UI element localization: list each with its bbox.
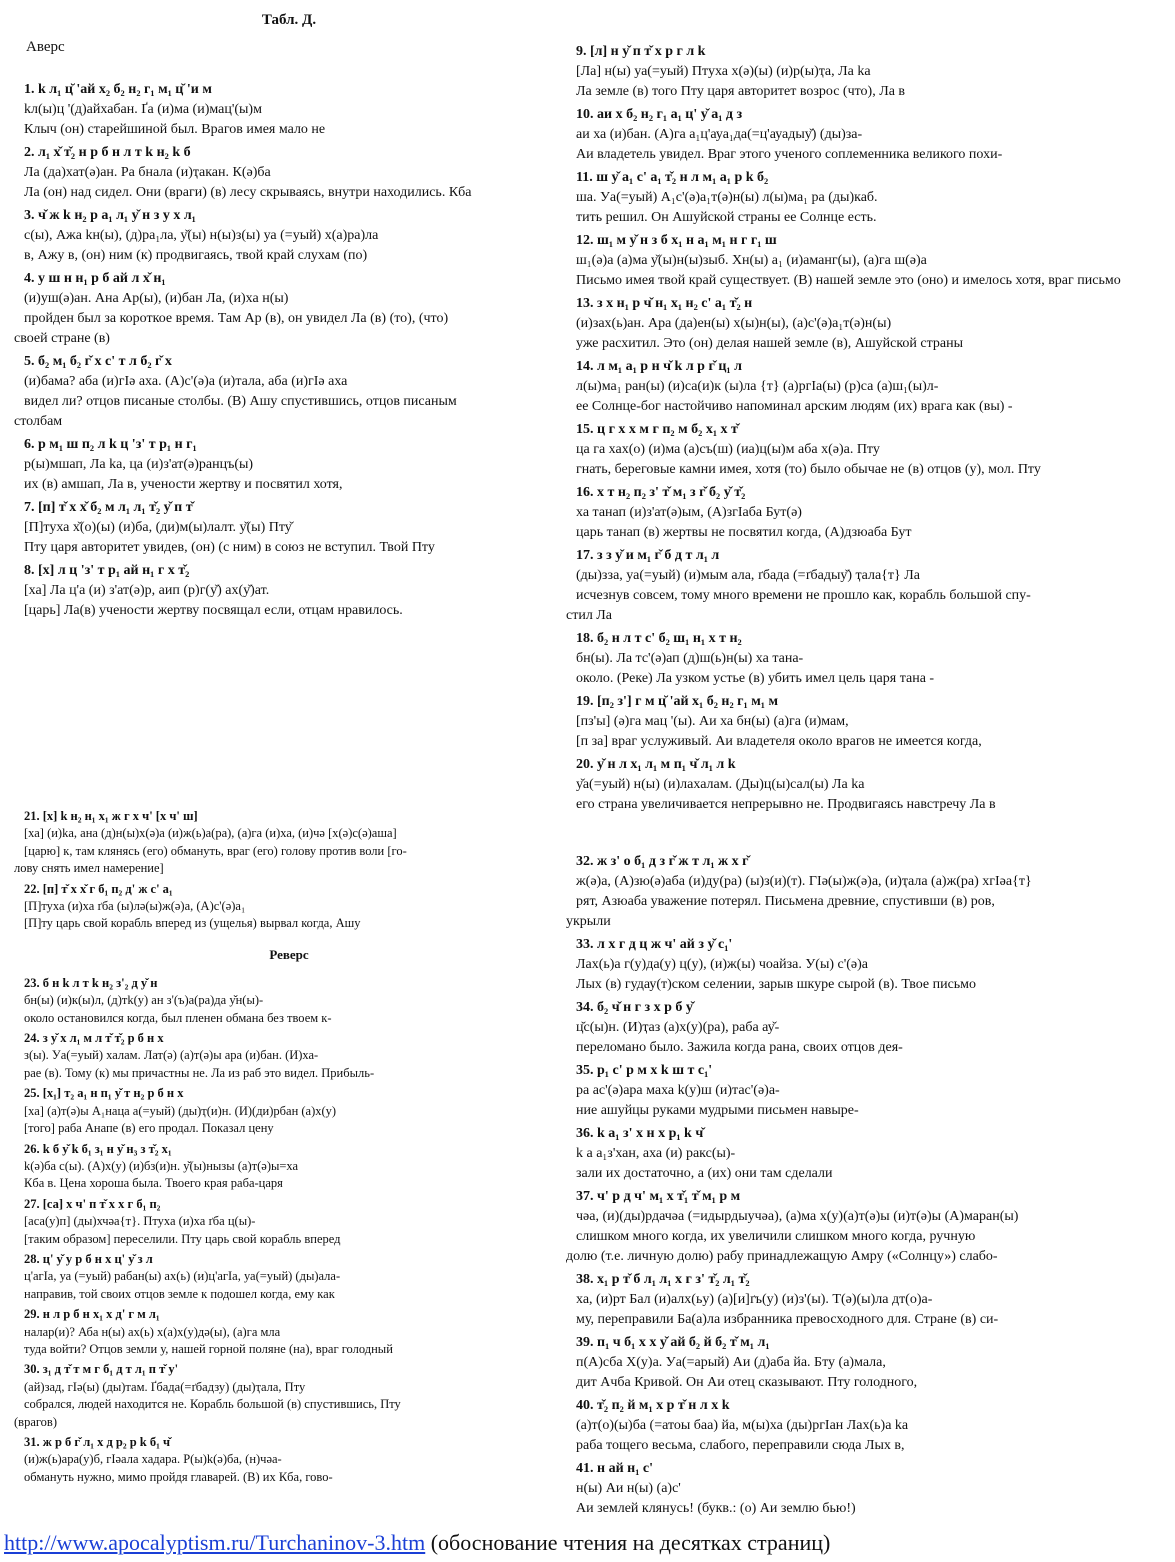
entry-translation: [п за] враг услуживый. Аи владетеля около врагов не имеется когда, (576, 734, 982, 749)
entry-glyph-line: 24. з у̌ х л₁ м л т̌ т̌₂ р б н х (24, 1031, 164, 1046)
entry-glyph-line: 22. [п] т̌ х х̌ г б₁ п₂ д' ж с' а₁ (24, 881, 173, 896)
entry-translation: пройден был за короткое время. Там Ар (в), он увидел Ла (в) (то), (что) (24, 311, 449, 326)
entry-glyph-line: 7. [п] т̌ х х̌ б₂ м л₁ л₁ т̌₂ у̌ п т̌ (24, 500, 193, 515)
inscription-entry (14, 1085, 564, 1137)
entry-translation: Клыч (он) старейшиной был. Врагов имея мало не (24, 122, 326, 137)
inscription-entry (14, 80, 564, 140)
entry-transliteration: [ха] (а)т(ə)ы А₁наца а(=уый) (ды)ҭ(и)н. (И)(ди)рбан (а)х(у) (24, 1103, 337, 1118)
entry-translation: царь танап (в) жертвы не посвятил когда, (А)дзюаба Бут (576, 525, 912, 540)
entry-translation: зали их достаточно, а (их) они там сделали (576, 1166, 833, 1181)
inscription-entry (566, 42, 1166, 102)
entry-glyph-line: 29. н л р б н х₁ х д' г м л₁ (24, 1307, 160, 1322)
entry-transliteration: kл(ы)ц '(д)айхабан. Ґа (и)ма (и)мац'(ы)м (24, 102, 262, 117)
entry-translation: гнать, береговые камни имея, хотя (то) было обычае не (в) отцов (у), мол. Пту (576, 462, 1041, 477)
entry-translation: видел ли? отцов писаные столбы. (В) Ашу спустившись, отцов писаным (24, 394, 457, 409)
entry-transliteration: k а а₁з'хан, аха (и) ракс(ы)- (576, 1146, 736, 1161)
avers-label: Аверс (26, 39, 65, 55)
entry-translation: направив, той своих отцов земле к подошел когда, ему как (24, 1286, 335, 1301)
footer (4, 1530, 1170, 1556)
inscription-entry (14, 808, 564, 878)
left-column-bottom (14, 808, 564, 1489)
entry-glyph-line: 35. р₁ с' р м х k ш т с₁' (576, 1063, 713, 1078)
inscription-entry (566, 935, 1166, 995)
inscription-entry (566, 483, 1166, 543)
entry-transliteration: ра ас'(ə)ара маха k(у)ш (и)тас'(ə)а- (576, 1083, 780, 1098)
entry-transliteration: п(А)сба Х(у)а. Уа(=арый) Аи (д)аба йа. Бту (а)мала, (576, 1355, 886, 1370)
entry-glyph-line: 16. х т н₂ п₂ з' т̌ м₁ з г̌ б₂ у̌ т̌₂ (576, 485, 746, 500)
entry-transliteration: [аса(у)п] (ды)хчəа{т}. Птуха (и)ха ґба ц(ы)- (24, 1214, 256, 1229)
inscription-entry (566, 105, 1166, 165)
entry-transliteration: [П]туха х̌(о)(ы) (и)ба, (ди)м(ы)лалт. у̌(ы) Пту̌ (24, 520, 292, 535)
entry-translation: уже расхитил. Это (он) делая нашей земле (в), Ашуйской страны (576, 336, 964, 351)
entry-transliteration: Ла (да)хат(ə)ан. Ра бнала (и)ҭакан. К(ə)ба (24, 165, 271, 180)
inscription-entry (566, 852, 1166, 932)
entry-translation: ние ашуйцы руками мудрыми письмен навыре- (576, 1103, 859, 1118)
entry-glyph-line: 36. k а₁ з' х н х р₁ k ч̌ (576, 1126, 704, 1141)
right-column-bottom (566, 852, 1166, 1522)
entry-transliteration: (а)т(о)(ы)ба (=атоы баа) йа, м(ы)ха (ды)ргІан Лах(ь)а ka (576, 1418, 909, 1433)
inscription-entry (566, 168, 1166, 228)
inscription-entry (14, 1434, 564, 1486)
entry-translation: раба тощего весьма, слабого, переправили сюда Лых в, (576, 1438, 905, 1453)
table-title: Табл. Д. (261, 12, 317, 28)
entry-glyph-line: 27. [са] х ч' п т̌ х х г б₁ п₂ (24, 1196, 161, 1211)
entry-translation: Кба в. Цена хороша была. Твоего края раба-царя (24, 1176, 283, 1191)
inscription-entry (14, 143, 564, 203)
entry-translation: [таким образом] переселили. Пту царь свой корабль вперед (24, 1231, 341, 1246)
inscription-entry (14, 881, 564, 933)
entry-translation: около. (Реке) Ла узком устье (в) убить имел цель царя тана - (576, 671, 935, 686)
entry-transliteration: р(ы)мшап, Ла ka, ца (и)з'ат(ə)ранцъ(ы) (24, 457, 254, 472)
inscription-entry (14, 975, 564, 1027)
entry-transliteration: бн(ы) (и)к(ы)л, (д)тk(у) ан з'(ъ)а(ра)да у̌н(ы)- (24, 993, 264, 1008)
inscription-entry (14, 269, 564, 349)
entry-transliteration: [пз'ы] (ə)га мац '(ы). Аи ха бн(ы) (а)га (и)мам, (576, 714, 849, 729)
inscription-entry (14, 1141, 564, 1193)
entry-translation-continued: долю (т.е. личную долю) рабу принадлежащую Амру («Солнцу») слабо- (566, 1249, 998, 1264)
inscription-entry (566, 1459, 1166, 1519)
entry-translation: Лых (в) гудау(т)ском селении, зарыв шкуре сырой (в). Твое письмо (576, 977, 977, 992)
entry-translation: обмануть нужно, мимо пройдя главарей. (В) их Кба, гово- (24, 1469, 333, 1484)
entry-glyph-line: 20. у̌ н л х₁ л₁ м п₁ ч̌ л₁ л k (576, 757, 736, 772)
inscription-entry (566, 294, 1166, 354)
entry-glyph-line: 17. з з у̌ и м₁ г̌ б д т л₁ л (576, 548, 720, 563)
entry-transliteration: [Ла] н(ы) уа(=уый) Птуха х(ə)(ы) (и)р(ы)ҭа, Ла ka (576, 64, 871, 79)
entry-glyph-line: 30. з₁ д т̌ т м г б₁ д т л₁ п т̌ у' (24, 1362, 179, 1377)
entry-transliteration: [ха] (и)ka, ана (д)н(ы)х(ə)а (и)ж(ь)а(ра), (а)га (и)ха, (и)чə [х(ə)с(ə)аша] (24, 826, 397, 841)
entry-transliteration: ц̆с(ы)н. (И)ҭаз (а)х(у)(ра), раба ау̌- (576, 1020, 780, 1035)
inscription-entry (566, 1061, 1166, 1121)
entry-glyph-line: 41. н ай н₁ с' (576, 1461, 653, 1476)
entry-glyph-line: 21. [х] k н₂ н₁ х₁ ж г х ч' [х ч' ш] (24, 809, 198, 823)
inscription-entry (14, 352, 564, 432)
entry-glyph-line: 40. т̌₂ п₂ й м₁ х р т̌ н л х k (576, 1398, 730, 1413)
entry-transliteration: бн(ы). Ла тс'(ə)ап (д)ш(ь)н(ы) ха тана- (576, 651, 804, 666)
inscription-entry (14, 1361, 564, 1431)
inscription-entry (14, 435, 564, 495)
entry-translation: [того] раба Анапе (в) его продал. Показал цену (24, 1121, 274, 1136)
entry-translation: ее Солнце-бог настойчиво напоминал арским людям (их) врага как (вы) - (576, 399, 1013, 414)
entry-transliteration: аи ха (и)бан. (А)га а₁ц'ауа₁да(=ц'ауадыу̌) (ды)за- (576, 127, 863, 142)
entry-translation: дит Ачба Кривой. Он Аи отец сказывают. Пту голодного, (576, 1375, 918, 1390)
avers-entries-right (566, 42, 1166, 815)
entry-transliteration: у̌а(=уый) н(ы) (и)лахалам. (Ды)ц(ы)сал(ы) Ла ka (576, 777, 865, 792)
avers-entries-left (14, 80, 564, 621)
inscription-entry (14, 561, 564, 621)
entry-glyph-line: 38. х₁ р т̌ б л₁ л₁ х г з' т̌₂ л₁ т̌₂ (576, 1272, 750, 1287)
entry-translation: Аи землей клянусь! (букв.: (о) Аи землю бью!) (576, 1501, 856, 1516)
entry-translation: [царь] Ла(в) учености жертву посвящал если, отцам нравилось. (24, 603, 403, 618)
entry-transliteration: (и)зах(ь)ан. Ара (да)ен(ы) х(ы)н(ы), (а)с'(ə)а₁т(ə)н(ы) (576, 316, 892, 331)
entry-translation: Ла земле (в) того Пту царя авторитет возрос (что), Ла в (576, 84, 906, 99)
entry-glyph-line: 10. аи х б₂ н₂ г₁ а₁ ц' у̌ а₁ д з (576, 107, 743, 122)
entry-translation: около остановился когда, был пленен обмана без твоем к- (24, 1010, 332, 1025)
entry-transliteration: ц'агІа, уа (=уый) рабан(ы) ах(ь) (и)ц'агІа, уа(=уый) (ды)ала- (24, 1269, 341, 1284)
entry-translation-continued: лову снять имел намерение] (14, 861, 164, 876)
entry-translation-continued: столбам (14, 414, 63, 429)
source-note: (обоснование чтения на десятках страниц) (430, 1530, 831, 1555)
entry-transliteration: ш₁(ə)а (а)ма у̌(ы)н(ы)зыб. Хн(ы) а₁ (и)аманг(ы), (а)га ш(ə)а (576, 253, 927, 268)
entry-transliteration: (и)бама? аба (и)гІə аха. (А)с'(ə)а (и)тала, аба (и)гІə аха (24, 374, 348, 389)
entry-transliteration: з(ы). Уа(=уый) халам. Лат(ə) (а)т(ə)ы ара (и)бан. (И)ха- (24, 1048, 319, 1063)
entry-transliteration: [П]туха (и)ха ґба (ы)лə(ы)ж(ə)а, (А)с'(ə)а₁ (24, 899, 246, 914)
source-link[interactable]: http://www.apocalyptism.ru/Turchaninov-3.htm (4, 1530, 426, 1555)
inscription-entry (566, 357, 1166, 417)
entry-glyph-line: 28. ц' у̌ у р б н х ц' у̌ з л (24, 1251, 153, 1266)
entry-glyph-line: 9. [л] н у̌ п т̌ х р г л k (576, 44, 706, 59)
entry-glyph-line: 8. [х] л ц 'з' т р₁ ай н₁ г х т̌₂ (24, 563, 190, 578)
entry-glyph-line: 37. ч' р д ч' м₁ х т̌₁ т̌ м₁ р м (576, 1189, 741, 1204)
entry-translation-continued: стил Ла (566, 608, 613, 623)
inscription-entry (566, 231, 1166, 291)
entry-transliteration: ж(ə)а, (А)зю(ə)аба (и)ду(ра) (ы)з(и)(т). ГІə(ы)ж(ə)а, (и)ҭала (а)ж(ра) хгІəа{т} (576, 874, 1032, 889)
entry-translation: их (в) амшап, Ла в, учености жертву и посвятил хотя, (24, 477, 343, 492)
entry-glyph-line: 19. [п₂ з'] г м ц̆ 'ай х₁ б₂ н₂ г₁ м₁ м (576, 694, 779, 709)
entry-translation: Пту царя авторитет увидев, (он) (с ним) в союз не вступил. Твой Пту (24, 540, 435, 555)
entry-glyph-line: 26. k б у̌ k б₁ з₁ н у̌ н₃ з т̌₂ х₁ (24, 1141, 172, 1156)
entry-translation: исчезнув совсем, тому много времени не прошло как, корабль большой спу- (576, 588, 1031, 603)
entry-translation: Ла (он) над сидел. Они (враги) (в) лесу скрываясь, внутри находились. Кба (24, 185, 472, 200)
entry-translation: туда войти? Отцов земли у, нашей горной поляне (на), враг голодный (24, 1341, 393, 1356)
entry-translation: собрался, людей находится не. Корабль большой (в) спустившись, Пту (24, 1397, 401, 1412)
entry-transliteration: (ай)зад, гІə(ы) (ды)там. Ґбада(=ґбадзу) (ды)ҭала, Пту (24, 1379, 306, 1394)
entry-transliteration: [ха] Ла ц'а (и) з'ат(ə)р, аип (р)г(у̌) ах(у̌)ат. (24, 583, 270, 598)
entry-glyph-line: 31. ж р б г̌ л₁ х д р₂ р k б₁ ч̌ (24, 1435, 171, 1449)
entry-transliteration: (ды)зза, уа(=уый) (и)мым ала, ґбада (=ґбадыу̌) ҭала{т} Ла (576, 568, 920, 583)
entry-translation: слишком много когда, их увеличили слишком много когда, ручную (576, 1229, 976, 1244)
entry-translation: [П]ту царь свой корабль вперед из (ущелья) вырвал когда, Ашу (24, 916, 361, 931)
entry-translation: [царю] к, там клянясь (его) обмануть, враг (его) голову против воли [го- (24, 843, 407, 858)
entry-glyph-line: 15. ц г х х м г п₂ м б₂ х₁ х т̌ (576, 422, 738, 437)
inscription-entry (566, 1333, 1166, 1393)
reverse-entries-right (566, 852, 1166, 1519)
entry-translation-continued: своей стране (в) (14, 331, 110, 346)
entry-transliteration: чəа, (и)(ды)рдачəа (=идырдыучəа), (а)ма х(у)(а)т(ə)ы (и)т(ə)ы (А)маран(ы) (576, 1209, 1019, 1224)
reverse-entries-left (14, 808, 564, 1486)
entry-glyph-line: 2. л₁ х̌ т̌₂ н р б н л т k н₂ k б (24, 145, 191, 160)
inscription-entry (14, 1196, 564, 1248)
entry-glyph-line: 18. б₂ н л т с' б₂ ш₁ н₁ х т н₂ (576, 631, 742, 646)
inscription-entry (566, 629, 1166, 689)
entry-glyph-line: 34. б₂ ч̌ н г з х р б у̌ (576, 1000, 693, 1015)
entry-translation: тить решил. Он Ашуйской страны ее Солнце есть. (576, 210, 877, 225)
right-column-top (566, 42, 1166, 818)
entry-glyph-line: 39. п₁ ч б₁ х х у̌ ай б₂ й б₂ т̌ м₁ л₁ (576, 1335, 770, 1350)
entry-transliteration: ха, (и)рт Бал (и)алх(ьу) (а)[и]ґъ(у) (и)з'(ы). Т(ə)(ы)ла дт(о)а- (576, 1292, 933, 1307)
entry-glyph-line: 33. л х г д ц ж ч' ай з у̌ с₁' (576, 937, 733, 952)
entry-glyph-line: 32. ж з' о б₁ д з г̌ ж т л₁ ж х г̌ (576, 854, 749, 869)
entry-glyph-line: 25. [х₁] т₂ а₁ н п₁ у̌ т н₂ р б н х (24, 1086, 184, 1101)
entry-transliteration: Лах(ь)а г(у)да(у) ц(у), (и)ж(ы) чоайза. У(ы) с'(ə)а (576, 957, 869, 972)
reverse-label: Реверс (269, 946, 309, 962)
inscription-entry (566, 692, 1166, 752)
entry-translation: его страна увеличивается непрерывно не. Продвигаясь навстречу Ла в (576, 797, 996, 812)
left-column-top (14, 6, 564, 624)
entry-glyph-line: 4. у ш н н₁ р б ай л х̌ н₁ (24, 271, 166, 286)
entry-glyph-line: 3. ч̌ ж k н₂ р а₁ л₁ у̌ н з у х л₁ (24, 208, 196, 223)
entry-transliteration: налар(и)? Аба н(ы) ах(ь) х(а)х(у)дə(ы), (а)га мла (24, 1324, 281, 1339)
inscription-entry (566, 420, 1166, 480)
entry-translation: переломано было. Зажила когда рана, своих отцов дея- (576, 1040, 903, 1055)
entry-translation: Аи владетель увидел. Враг этого ученого соплеменника великого похи- (576, 147, 1003, 162)
entry-transliteration: с(ы), Ажа kн(ы), (д)ра₁ла, у̌(ы) н(ы)з(ы) уа (=уый) х(а)ра)ла (24, 228, 379, 243)
inscription-entry (14, 1251, 564, 1303)
entry-glyph-line: 6. р м₁ ш п₂ л k ц 'з' т р₁ н г₁ (24, 437, 197, 452)
entry-transliteration: ша. Уа(=уый) А₁с'(ə)а₁т(ə)н(ы) л(ы)ма₁ ра (ды)каб. (576, 190, 878, 205)
entry-glyph-line: 14. л м₁ а₁ р н ч̌ k л р г̌ ц₁ л (576, 359, 742, 374)
inscription-entry (566, 755, 1166, 815)
entry-transliteration: н(ы) Аи н(ы) (а)с' (576, 1481, 681, 1496)
entry-glyph-line: 13. з х н₁ р ч̌ н₁ х₁ н₂ с' а₁ т̌₂ н (576, 296, 753, 311)
entry-translation-continued: укрыли (566, 914, 611, 929)
inscription-entry (566, 1270, 1166, 1330)
entry-transliteration: k(ə)ба с(ы). (А)х(у) (и)бз(и)н. у̌(ы)нызы (а)т(ə)ы=ха (24, 1158, 299, 1173)
entry-glyph-line: 1. k л₁ ц̆ 'ай х₂ б₂ н₂ г₁ м₁ ц̆ 'и м (24, 82, 212, 97)
entry-transliteration: ца га хах(о) (и)ма (а)съ(ш) (иа)ц(ы)м аба х(ə)а. Пту (576, 442, 880, 457)
entry-glyph-line: 23. б н k л т k н₂ з'₂ д у̌ н (24, 975, 158, 990)
entry-transliteration: л(ы)ма₁ ран(ы) (и)са(и)к (ы)ла {т} (а)ргІа(ы) (р)са (а)ш₁(ы)л- (576, 379, 939, 394)
inscription-entry (566, 1187, 1166, 1267)
entry-transliteration: (и)уш(ə)ан. Ана Ар(ы), (и)бан Ла, (и)ха н(ы) (24, 291, 289, 306)
inscription-entry (14, 1306, 564, 1358)
inscription-entry (14, 1030, 564, 1082)
entry-translation: в, Ажу в, (он) ним (к) продвигаясь, твой край слухам (по) (24, 248, 368, 263)
entry-translation: му, переправили Ба(а)ла избранника превосходного для. Стране (в) си- (576, 1312, 999, 1327)
entry-translation: Письмо имея твой край существует. (В) нашей земле это (оно) и имелось хотя, враг письмо (576, 273, 1121, 288)
inscription-entry (14, 498, 564, 558)
entry-translation: рят, Азюаба уважение потерял. Письмена древние, спустивши (в) ров, (576, 894, 995, 909)
inscription-entry (566, 1124, 1166, 1184)
entry-transliteration: ха танап (и)з'ат(ə)ым, (А)згІаба Бут(ə) (576, 505, 802, 520)
inscription-entry (14, 206, 564, 266)
entry-translation-continued: (врагов) (14, 1414, 57, 1429)
inscription-entry (566, 1396, 1166, 1456)
entry-glyph-line: 5. б₂ м₁ б₂ г̌ х с' т л б₂ г̌ х (24, 354, 172, 369)
entry-translation: рае (в). Тому (к) мы причастны не. Ла из раб это видел. Прибыль- (24, 1065, 375, 1080)
entry-glyph-line: 12. ш₁ м у̌ н з б х₁ н а₁ м₁ н г г₁ ш (576, 233, 777, 248)
inscription-entry (566, 546, 1166, 626)
entry-transliteration: (и)ж(ь)ара(у)б, гІəала хадара. Р(ы)k(ə)ба, (н)чəа- (24, 1452, 282, 1467)
inscription-entry (566, 998, 1166, 1058)
entry-glyph-line: 11. ш у̌ а₁ с' а₁ т̌₂ н л м₁ а₁ р k б₂ (576, 170, 769, 185)
